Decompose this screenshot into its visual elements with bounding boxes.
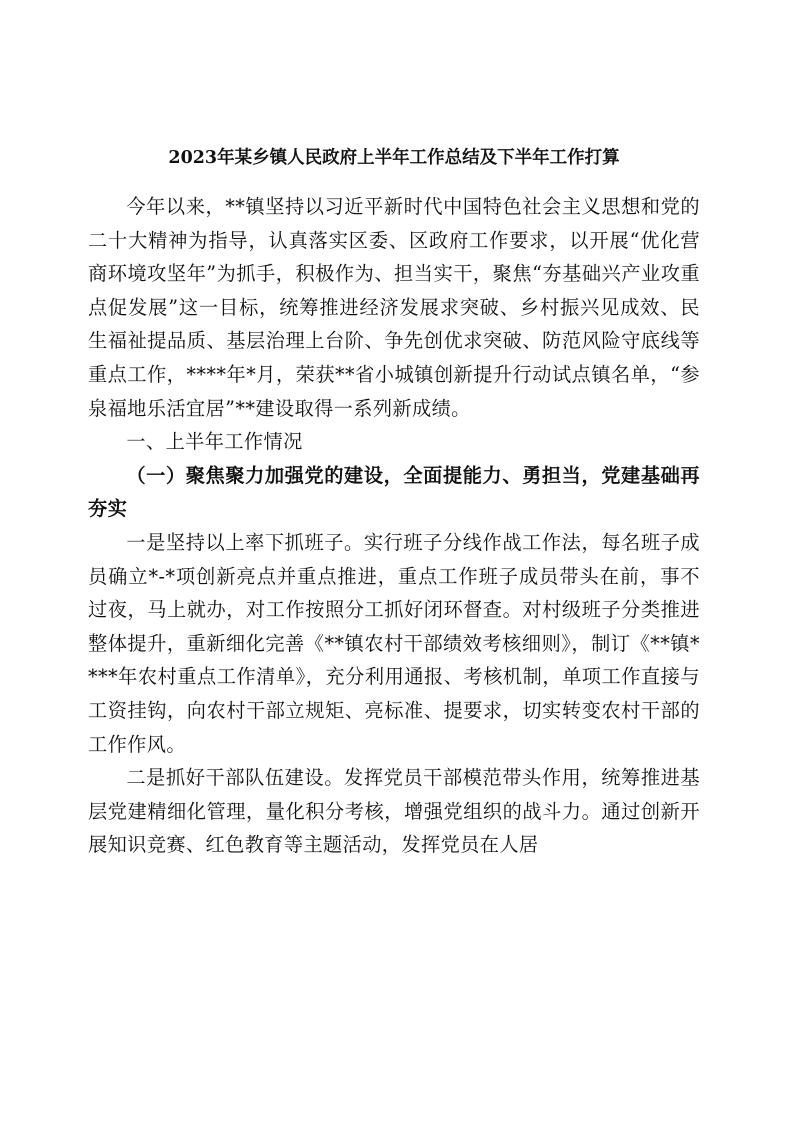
section-heading-first-half: 一、上半年工作情况 xyxy=(126,430,303,454)
paragraph-cadre-team: 二是抓好干部队伍建设。发挥党员干部模范带头作用，统筹推进基层党建精细化管理，量化积分考核，增强党组织的战斗力。通过创新开展知识竞赛、红色教育等主题活动，发挥党员在人居 xyxy=(88,766,700,857)
subsection-heading-party-building: （一）聚焦聚力加强党的建设，全面提能力、勇担当，党建基础再夯实 xyxy=(88,463,700,521)
intro-paragraph: 今年以来，**镇坚持以习近平新时代中国特色社会主义思想和党的二十大精神为指导，认真落实区委、区政府工作要求，以开展“优化营商环境攻坚年”为抓手，积极作为、担当实干，聚焦“夯基础兴产业攻重点促发展”这一目标，统筹推进经济发展求突破、乡村振兴见成效、民生福祉提品质、基层治理上台阶、争先创优求突破、防范风险守底线等重点工作，****年*月，荣获**省小城镇创新提升行动试点镇名单，“参泉福地乐活宜居”**建设取得一系列新成绩。 xyxy=(88,195,700,420)
document-body xyxy=(88,140,700,862)
paragraph-leadership: 一是坚持以上率下抓班子。实行班子分线作战工作法，每名班子成员确立*-*项创新亮点并重点推进，重点工作班子成员带头在前，事不过夜，马上就办，对工作按照分工抓好闭环督查。对村级班子分类推进整体提升，重新细化完善《**镇农村干部绩效考核细则》，制订《**镇****年农村重点工作清单》，充分利用通报、考核机制，单项工作直接与工资挂钩，向农村干部立规矩、亮标准、提要求，切实转变农村干部的工作作风。 xyxy=(88,530,700,756)
document-title: 2023年某乡镇人民政府上半年工作总结及下半年工作打算 xyxy=(168,148,620,168)
